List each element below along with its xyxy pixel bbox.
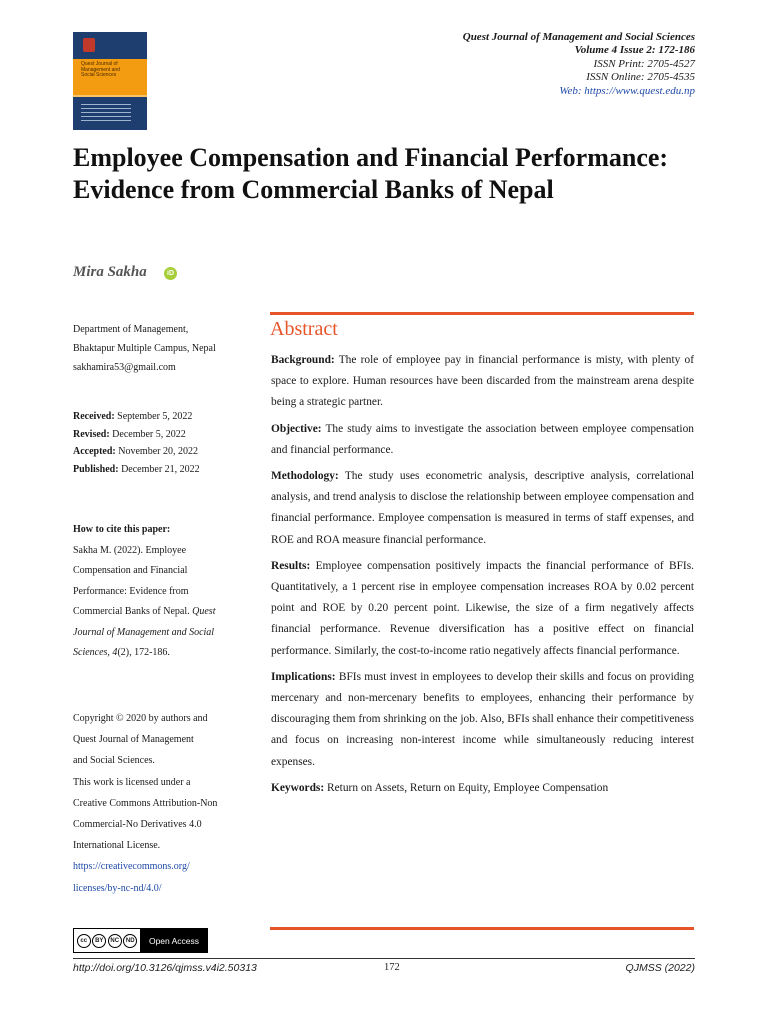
- abstract-keywords: [271, 778, 694, 799]
- affiliation: [73, 320, 258, 377]
- author-name: Mira Sakha: [73, 264, 147, 280]
- copyright-line: Copyright © 2020 by authors and: [73, 713, 208, 724]
- journal-name: Quest Journal of Management and Social Sciences: [462, 31, 695, 43]
- cover-title-line3: Social Sciences: [81, 72, 117, 79]
- open-access-label: Open Access: [141, 929, 207, 952]
- objective-label: Objective:: [271, 422, 322, 435]
- page-number: 172: [384, 962, 400, 973]
- abstract-implications: [271, 667, 694, 773]
- revised-date: [73, 426, 258, 444]
- citation-heading: How to cite this paper:: [73, 524, 171, 535]
- by-icon: BY: [92, 934, 106, 948]
- citation-line: [73, 643, 258, 664]
- license-line: International License.: [73, 840, 161, 852]
- abstract-results: [271, 556, 694, 662]
- doi-link[interactable]: http://doi.org/10.3126/qjmss.v4i2.50313: [73, 962, 257, 974]
- issn-print: ISSN Print: 2705-4527: [593, 58, 695, 70]
- objective-text: The study aims to investigate the association between employee compensation and financial performance.: [271, 422, 694, 456]
- published-date: [73, 461, 258, 479]
- methodology-text: The study uses econometric analysis, descriptive analysis, correlational analysis, and trend analysis to disclose the relationship between employee compensation and financial performance. Employee compensation is measured in terms of staff expenses, and ROE and ROA measure financial performance.: [271, 470, 694, 546]
- accepted-date: [73, 443, 258, 461]
- volume-issue: Volume 4 Issue 2: 172-186: [574, 44, 695, 56]
- results-text: Employee compensation positively impacts the financial performance of BFIs. Quantitatively, a 1 percent rise in employee compensation increases ROA by 0.02 percent point and ROE by 0.20 percent point. Likewise, the size of a firm negatively affects financial performance. Revenue diversification has a positive effect on financial performance. Similarly, the cost-to-income ratio negatively affects financial performance.: [271, 559, 694, 657]
- nc-icon: NC: [108, 934, 122, 948]
- accepted-value: November 20, 2022: [118, 446, 198, 457]
- abstract-bottom-rule: [270, 927, 694, 930]
- copyright-block: [73, 708, 258, 899]
- abstract-heading: Abstract: [270, 318, 338, 340]
- license-url-link[interactable]: https://creativecommons.org/: [73, 861, 190, 873]
- affiliation-campus: Bhaktapur Multiple Campus, Nepal: [73, 343, 216, 354]
- results-label: Results:: [271, 559, 311, 572]
- journal-cover-image: [73, 32, 147, 130]
- background-text: The role of employee pay in financial performance is misty, with plenty of space to explore. Human resources have been discarded from the mainstream arena despite being a strategic partner.: [271, 354, 694, 409]
- implications-text: BFIs must invest in employees to develop their skills and focus on providing mercenary and non-mercenary benefits to employees, enhancing their performance by discouraging them from shrinking on the job. Also, BFIs shall enhance their competitiveness and focus on increasing non-interest income while simultaneously reducing interest expenses.: [271, 670, 694, 768]
- issn-online: ISSN Online: 2705-4535: [586, 71, 695, 83]
- cc-license-badge[interactable]: [73, 928, 208, 953]
- citation-line: Performance: Evidence from: [73, 585, 189, 597]
- author-email[interactable]: sakhamira53@gmail.com: [73, 362, 176, 373]
- abstract-objective: [271, 419, 694, 461]
- license-line: Creative Commons Attribution-Non: [73, 797, 218, 809]
- background-label: Background:: [271, 354, 335, 366]
- citation-line: Compensation and Financial: [73, 565, 188, 576]
- citation-line: Sakha M. (2022). Employee: [73, 544, 187, 556]
- article-dates: [73, 408, 258, 478]
- citation-journal-italic: Journal of Management and Social: [73, 626, 215, 638]
- revised-value: December 5, 2022: [112, 428, 186, 440]
- received-date: [73, 408, 258, 426]
- keywords-label: Keywords:: [271, 781, 325, 794]
- citation-line: [73, 602, 258, 623]
- college-emblem-icon: [83, 38, 95, 52]
- citation-volume-italic: Sciences, 4: [73, 647, 118, 658]
- cc-icons: [74, 929, 141, 952]
- implications-label: Implications:: [271, 670, 336, 683]
- cover-title: [81, 62, 143, 79]
- nd-icon: ND: [123, 934, 137, 948]
- published-label: Published:: [73, 463, 119, 475]
- journal-short-name: QJMSS (2022): [625, 962, 695, 974]
- affiliation-department: Department of Management,: [73, 324, 189, 335]
- abstract-background: [271, 350, 694, 414]
- copyright-line: Quest Journal of Management: [73, 734, 194, 746]
- accepted-label: Accepted:: [73, 446, 116, 457]
- citation-text: Commercial Banks of Nepal.: [73, 606, 190, 617]
- cc-icon: cc: [77, 934, 91, 948]
- cover-text-lines: [81, 104, 131, 122]
- citation-pages: (2), 172-186.: [117, 647, 170, 658]
- received-label: Received:: [73, 411, 115, 422]
- abstract-top-rule: [270, 312, 694, 315]
- keywords-text: Return on Assets, Return on Equity, Employee Compensation: [327, 781, 609, 794]
- cover-stripe: [73, 95, 147, 97]
- published-value: December 21, 2022: [121, 463, 200, 475]
- citation-journal-italic: Quest: [192, 606, 216, 617]
- license-url-link[interactable]: licenses/by-nc-nd/4.0/: [73, 882, 162, 894]
- license-line: Commercial-No Derivatives 4.0: [73, 819, 202, 831]
- orcid-icon[interactable]: iD: [164, 267, 177, 280]
- revised-label: Revised:: [73, 428, 110, 440]
- footer-rule: [73, 958, 695, 959]
- cover-title-line1: Quest Journal of: [81, 61, 118, 67]
- citation-block: [73, 520, 258, 664]
- abstract-body: [271, 350, 694, 804]
- received-value: September 5, 2022: [117, 411, 193, 422]
- journal-website-link[interactable]: Web: https://www.quest.edu.np: [559, 85, 695, 97]
- copyright-line: and Social Sciences.: [73, 755, 155, 767]
- license-line: This work is licensed under a: [73, 776, 191, 788]
- cover-title-line2: Management and: [81, 66, 120, 73]
- paper-title: Employee Compensation and Financial Performance: Evidence from Commercial Banks of Nepal: [73, 143, 669, 204]
- methodology-label: Methodology:: [271, 470, 339, 483]
- abstract-methodology: [271, 466, 694, 551]
